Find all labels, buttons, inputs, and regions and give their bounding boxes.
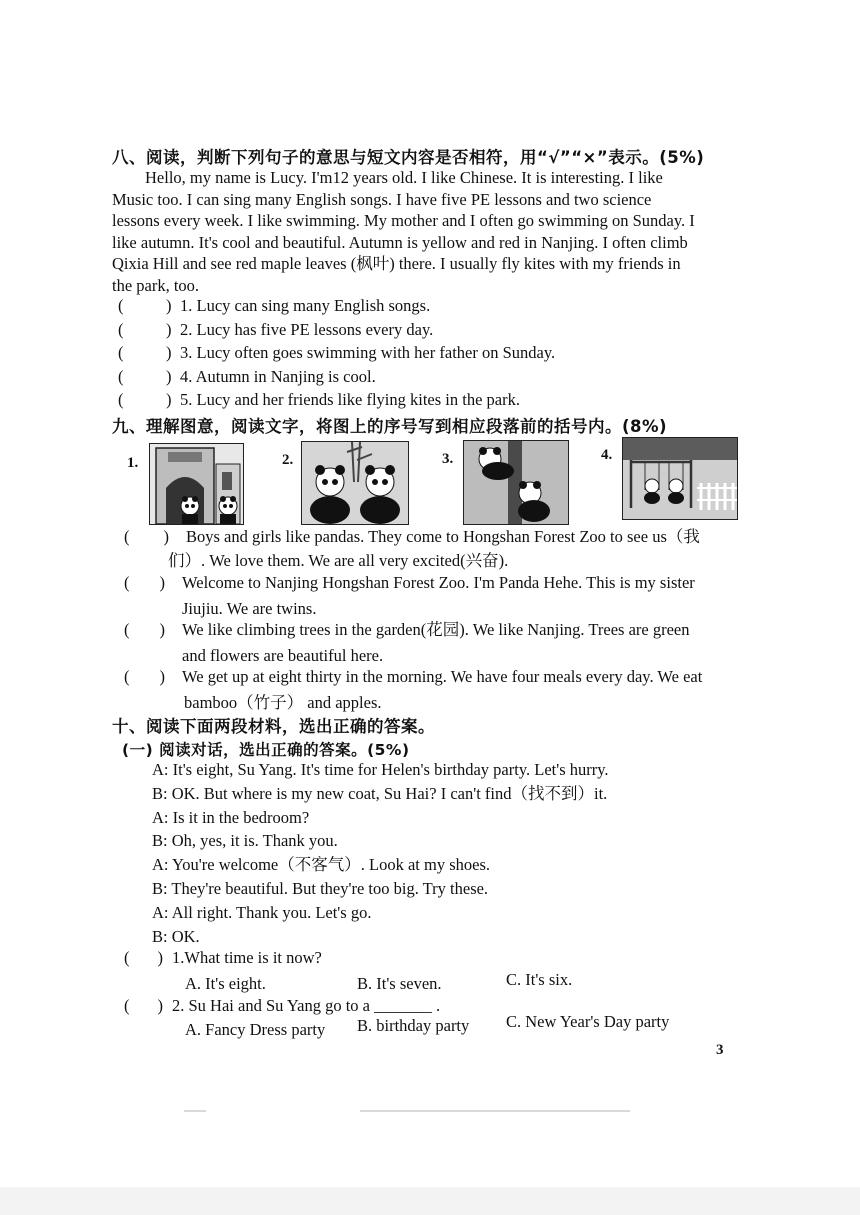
option-c[interactable]: C. It's six. <box>506 970 573 989</box>
option-a[interactable]: A. It's eight. <box>185 974 266 993</box>
pandas-eating-picture <box>301 441 409 525</box>
answer-bracket-open[interactable]: ( <box>118 296 124 315</box>
judgment-item <box>118 296 555 320</box>
zoo-gate-illustration <box>150 444 243 524</box>
item-line: Boys and girls like pandas. They come to Hongshan Forest Zoo to see us（我 <box>186 527 700 546</box>
item-text: 5. Lucy and her friends like flying kites in the park. <box>180 390 520 409</box>
judgment-item <box>118 367 555 391</box>
scan-edge <box>0 1187 860 1215</box>
options-row <box>124 1012 724 1044</box>
picture-number: 4. <box>601 447 613 463</box>
picture-number: 1. <box>127 455 139 471</box>
dialogue-line: B: OK. <box>152 926 200 946</box>
passage-line: the park, too. <box>112 275 200 295</box>
answer-bracket[interactable]: ( ) <box>124 527 169 546</box>
matching-item <box>124 573 702 620</box>
item-text: 1. Lucy can sing many English songs. <box>180 296 431 315</box>
question-text: 1.What time is it now? <box>172 948 322 967</box>
answer-bracket-open[interactable]: ( <box>118 319 124 339</box>
judgment-item <box>118 390 555 414</box>
section9-items <box>124 527 702 713</box>
section10-part1-title: (一) 阅读对话，选出正确的答案。(5%) <box>122 741 410 759</box>
dialogue-line: A: You're welcome（不客气）. Look at my shoes. <box>152 855 490 875</box>
picture-number: 3. <box>442 451 454 467</box>
answer-bracket[interactable]: ( ) <box>124 948 163 967</box>
answer-bracket-close: ) <box>166 296 172 315</box>
answer-bracket-open[interactable]: ( <box>118 366 124 386</box>
item-text: 4. Autumn in Nanjing is cool. <box>180 366 376 386</box>
option-c[interactable]: C. New Year's Day party <box>506 1012 670 1031</box>
option-b[interactable]: B. It's seven. <box>357 974 442 993</box>
dialogue-line: B: They're beautiful. But they're too big. Try these. <box>152 878 489 898</box>
pandas-eating-illustration <box>302 442 408 524</box>
judgment-item <box>118 320 555 344</box>
passage-line: lessons every week. I like swimming. My mother and I often go swimming on Sunday. I <box>112 211 695 230</box>
answer-bracket-open[interactable]: ( <box>118 343 124 362</box>
matching-item <box>124 620 702 667</box>
section8-passage <box>112 167 742 296</box>
item-text: 2. Lucy has five PE lessons every day. <box>180 319 434 339</box>
item-line: Jiujiu. We are twins. <box>182 599 317 618</box>
pandas-climbing-picture <box>463 440 569 525</box>
answer-bracket[interactable]: ( ) <box>124 996 163 1015</box>
question-1 <box>124 948 724 998</box>
dialogue-line: A: It's eight, Su Yang. It's time for Helen's birthday party. Let's hurry. <box>152 760 609 779</box>
item-text: 3. Lucy often goes swimming with her father on Sunday. <box>180 343 556 362</box>
dialogue <box>152 760 609 950</box>
item-line: and flowers are beautiful here. <box>182 646 384 665</box>
option-b[interactable]: B. birthday party <box>357 1016 470 1035</box>
answer-bracket-close: ) <box>166 319 172 339</box>
picture-number: 2. <box>282 452 294 468</box>
matching-item <box>124 527 702 573</box>
dialogue-line: B: OK. But where is my new coat, Su Hai? I can't find（找不到）it. <box>152 783 608 803</box>
item-line: bamboo（竹子） and apples. <box>184 693 382 712</box>
passage-line: like autumn. It's cool and beautiful. Autumn is yellow and red in Nanjing. I often climb <box>112 232 688 252</box>
question-text: 2. Su Hai and Su Yang go to a _______ . <box>172 996 441 1015</box>
section10-title: 十、阅读下面两段材料，选出正确的答案。 <box>112 717 435 736</box>
passage-line: Hello, my name is Lucy. I'm12 years old. I like Chinese. It is interesting. I like <box>145 168 663 187</box>
pandas-swing-picture <box>622 437 738 520</box>
question-2 <box>124 996 724 1044</box>
dialogue-line: B: Oh, yes, it is. Thank you. <box>152 831 338 851</box>
options-row <box>124 970 724 998</box>
item-line: We like climbing trees in the garden(花园). We like Nanjing. Trees are green <box>182 620 690 639</box>
answer-bracket[interactable]: ( ) <box>124 573 165 592</box>
answer-bracket-open[interactable]: ( <box>118 390 124 409</box>
section9-title: 九、理解图意，阅读文字，将图上的序号写到相应段落前的括号内。(8%) <box>112 417 668 436</box>
option-a[interactable]: A. Fancy Dress party <box>185 1020 326 1039</box>
passage-line: Music too. I can sing many English songs. I have five PE lessons and two science <box>112 189 652 209</box>
answer-bracket-close: ) <box>166 343 172 362</box>
item-line: We get up at eight thirty in the morning. We have four meals every day. We eat <box>182 667 703 686</box>
page-number: 3 <box>716 1042 724 1058</box>
scan-mark <box>360 1110 630 1112</box>
pandas-swing-illustration <box>623 438 737 519</box>
dialogue-line: A: All right. Thank you. Let's go. <box>152 902 372 922</box>
pandas-climbing-illustration <box>464 441 568 524</box>
judgment-item <box>118 343 555 367</box>
item-line: Welcome to Nanjing Hongshan Forest Zoo. I'm Panda Hehe. This is my sister <box>182 573 695 592</box>
answer-bracket-close: ) <box>166 366 172 386</box>
answer-bracket[interactable]: ( ) <box>124 620 165 639</box>
zoo-gate-picture <box>149 443 244 525</box>
section8-items <box>118 296 555 414</box>
scan-mark <box>184 1110 206 1112</box>
section8-title: 八、阅读，判断下列句子的意思与短文内容是否相符，用“√”“×”表示。(5%) <box>112 148 705 167</box>
item-line: 们）. We love them. We are all very excited(兴奋). <box>168 551 509 570</box>
matching-item <box>124 667 702 713</box>
answer-bracket-close: ) <box>166 390 172 409</box>
answer-bracket[interactable]: ( ) <box>124 667 165 686</box>
dialogue-line: A: Is it in the bedroom? <box>152 807 310 827</box>
passage-line: Qixia Hill and see red maple leaves (枫叶) there. I usually fly kites with my friends in <box>112 254 681 273</box>
